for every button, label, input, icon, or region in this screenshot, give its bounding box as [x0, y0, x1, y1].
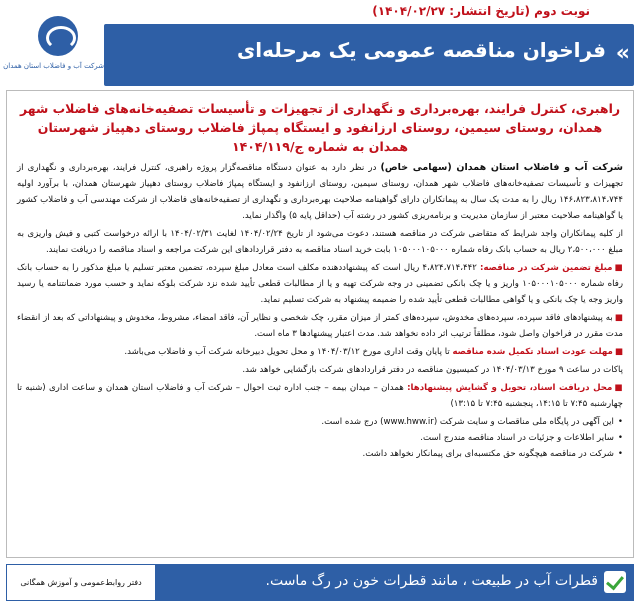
company-logo [3, 14, 104, 86]
list-item: • این آگهی در پایگاه ملی مناقصات و سایت شرکت (www.hww.ir) درج شده است. [17, 414, 623, 430]
footer-slogan: قطرات آب در طبیعت ، مانند قطرات خون در رگ ماست. [265, 573, 598, 589]
paragraph-documents: از کلیه پیمانکاران واجد شرایط که متقاضی شرکت در مناقصه هستند، دعوت می‌شود از تاریخ ۱۴۰۴/۰۲/۲۴ لغایت ۱۴۰۴/۰۲/۳۱ با ارائه درخواست کتبی و فیش واریزی به مبلغ ۲،۵۰۰،۰۰۰ ریال به حساب بانک رفاه شماره ۱۰۵۰۰۰۱۰۵۰۰۰ بابت خرید اسناد مناقصه به دفتر قراردادهای این شرکت مراجعه و اسناد مناقصه را دریافت نمایند. [17, 229, 623, 255]
rejections-text: به پیشنهادهای فاقد سپرده، سپرده‌های مخدوش، سپرده‌های کمتر از میزان مقرر، چک شخصی و نظایر آن، فاقد امضاء، مشروط، مخدوش و پیشنهاداتی که بعد از انقضاء مدت مقرر در فراخوان واصل شود، مطلقاً ترتیب اثر داده نخواهد شد. مدت اعتبار پیشنهادها ۳ ماه است. [17, 313, 623, 339]
square-bullet-icon: ■ [614, 347, 623, 357]
double-chevron-icon: « [615, 41, 630, 66]
paragraph-deadline [17, 344, 623, 360]
deadline-text: تا پایان وقت اداری مورخ ۱۴۰۴/۰۳/۱۲ و محل تحویل دبیرخانه شرکت آب و فاضلاب می‌باشد. [124, 347, 453, 357]
guarantee-label: مبلغ تضمین شرکت در مناقصه: [480, 263, 613, 273]
paragraph-intro [17, 160, 623, 224]
square-bullet-icon: ■ [614, 263, 624, 273]
paragraph-opening: پاکات در ساعت ۹ مورخ ۱۴۰۴/۰۳/۱۳ در کمیسیون مناقصه در دفتر قراردادهای شرکت بازگشایی خواهد شد. [242, 365, 623, 375]
company-name: شرکت آب و فاضلاب استان همدان (سهامی خاص) [380, 162, 623, 173]
paragraph-location [17, 380, 623, 412]
paragraph-rejections [17, 310, 623, 342]
check-icon [604, 571, 626, 593]
square-bullet-icon: ■ [614, 313, 624, 323]
footer-office: دفتر روابط‌عمومی و آموزش همگانی [6, 564, 156, 601]
publication-line: نوبت دوم (تاریخ انتشار: ۱۴۰۴/۰۲/۲۷) [372, 4, 590, 18]
footer-bar [6, 564, 634, 601]
intro-text: در نظر دارد به عنوان دستگاه مناقصه‌گزار پروژه راهبری، کنترل فرایند، بهره‌برداری و نگهداری از تجهیزات و تأسیسات تصفیه‌خانه‌های فاضلاب شهر همدان، روستای سیمین، روستای ارزانفود و ایستگاه پمپاژ فاضلاب روستای دهپیاز شهرستان همدان، با برآورد اولیه ۱۴۶،۸۲۳،۸۱۴،۷۴۴ ریال را به مدت یک سال به پیمانکاران دارای گواهینامه صلاحیت بهره‌برداری و نگهداری از تصفیه‌خانه‌های فاضلاب از شرکت مهندسی آب و فاضلاب کشور یا گواهینامه صلاحیت معتبر از سازمان مدیریت و برنامه‌ریزی کشور در رشته آب (حداقل پایه ۵) واگذار نماید. [17, 163, 623, 221]
notes-list [17, 414, 623, 462]
notice-body [6, 90, 634, 558]
guarantee-text: ۴،۸۲۴،۷۱۴،۴۴۲ ریال است که پیشنهاددهنده مکلف است معادل مبلغ سپرده، تضمین معتبر تسلیم یا مبلغ مذکور را به حساب بانک رفاه شماره ۱۰۵۰۰۰۱۰۵۰۰۰ واریز و یا چک بانکی تضمینی در وجه شرکت تهیه و یا از مطالبات قطعی تأیید شده نزد شرکت بلوکه نماید و حسب مورد ضمانتنامه یا رسید واریز وجه یا چک بانکی و یا گواهی مطالبات قطعی تأیید شده را ضمیمه پیشنهاد به شرکت تسلیم نماید. [17, 263, 623, 305]
title-bar [104, 24, 634, 86]
location-text: همدان – میدان بیمه – جنب اداره ثبت احوال – شرکت آب و فاضلاب استان همدان و ساعت اداری (شنبه تا چهارشنبه ۷:۴۵ تا ۱۴:۱۵، پنجشنبه ۷:۴۵ تا ۱۳:۱۵) [17, 383, 623, 409]
location-label: محل دریافت اسناد، تحویل و گشایش پیشنهادها: [407, 383, 613, 393]
list-item: • سایر اطلاعات و جزئیات در اسناد مناقصه مندرج است. [17, 430, 623, 446]
water-drop-icon [38, 16, 78, 56]
logo-text: شرکت آب و فاضلاب استان همدان [3, 62, 104, 70]
deadline-label: مهلت عودت اسناد تکمیل شده مناقصه [452, 347, 613, 357]
header [3, 4, 634, 90]
square-bullet-icon: ■ [614, 383, 623, 393]
list-item: • شرکت در مناقصه هیچگونه حق مکتسبه‌ای برای پیمانکار نخواهد داشت. [17, 446, 623, 462]
notice-subtitle: راهبری، کنترل فرایند، بهره‌برداری و نگهداری از تجهیزات و تأسیسات تصفیه‌خانه‌های فاضلاب شهر همدان، روستای سیمین، روستای ارزانفود و ایستگاه پمپاژ فاضلاب روستای دهپیاز شهرستان همدان به شماره ج/۱۴۰۴/۱۱۹ [19, 101, 621, 154]
paragraph-guarantee [17, 260, 623, 308]
tender-notice [3, 4, 634, 601]
page-title: فراخوان مناقصه عمومی یک مرحله‌ای [236, 38, 606, 62]
